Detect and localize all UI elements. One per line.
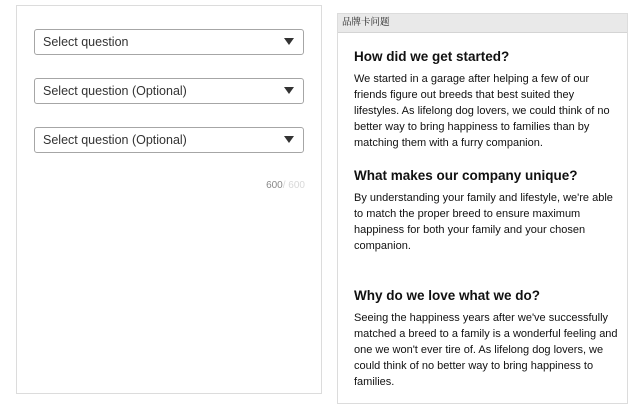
chevron-down-icon	[284, 87, 294, 94]
qa-answer: By understanding your family and lifestyle, we're able to match the proper breed to ensure maximum happiness for both your family and your chosen companion.	[354, 192, 613, 252]
qa-answer: We started in a garage after helping a few of our friends figure out breeds that best suited they lifestyles. As lifelong dog lovers, we could think of no better way to bring happiness to families than by matching them with a furry companion.	[354, 73, 610, 149]
qa-question: What makes our company unique?	[354, 168, 578, 183]
chevron-down-icon	[284, 136, 294, 143]
question-select-1[interactable]	[34, 29, 304, 55]
qa-answer: Seeing the happiness years after we've successfully matched a breed to a family is a wonderful feeling and one we won't ever tire of. As lifelong dog lovers, we could think of no better way to bring happiness to families.	[354, 312, 618, 388]
question-select-1-value: Select question	[43, 35, 129, 49]
question-select-3-value: Select question (Optional)	[43, 133, 187, 147]
qa-question: How did we get started?	[354, 49, 510, 64]
character-count-current: 600	[266, 180, 283, 191]
question-select-2[interactable]	[34, 78, 304, 104]
preview-header: 品牌卡问题	[338, 14, 627, 33]
qa-item	[354, 48, 622, 151]
character-count-max: / 600	[282, 180, 305, 191]
question-form-panel	[16, 5, 322, 394]
question-select-2-value: Select question (Optional)	[43, 84, 187, 98]
qa-item	[354, 287, 622, 390]
qa-item	[354, 167, 622, 254]
qa-question: Why do we love what we do?	[354, 288, 541, 303]
chevron-down-icon	[284, 38, 294, 45]
character-counter	[266, 180, 305, 191]
question-select-3[interactable]	[34, 127, 304, 153]
brand-card-preview	[337, 13, 628, 404]
